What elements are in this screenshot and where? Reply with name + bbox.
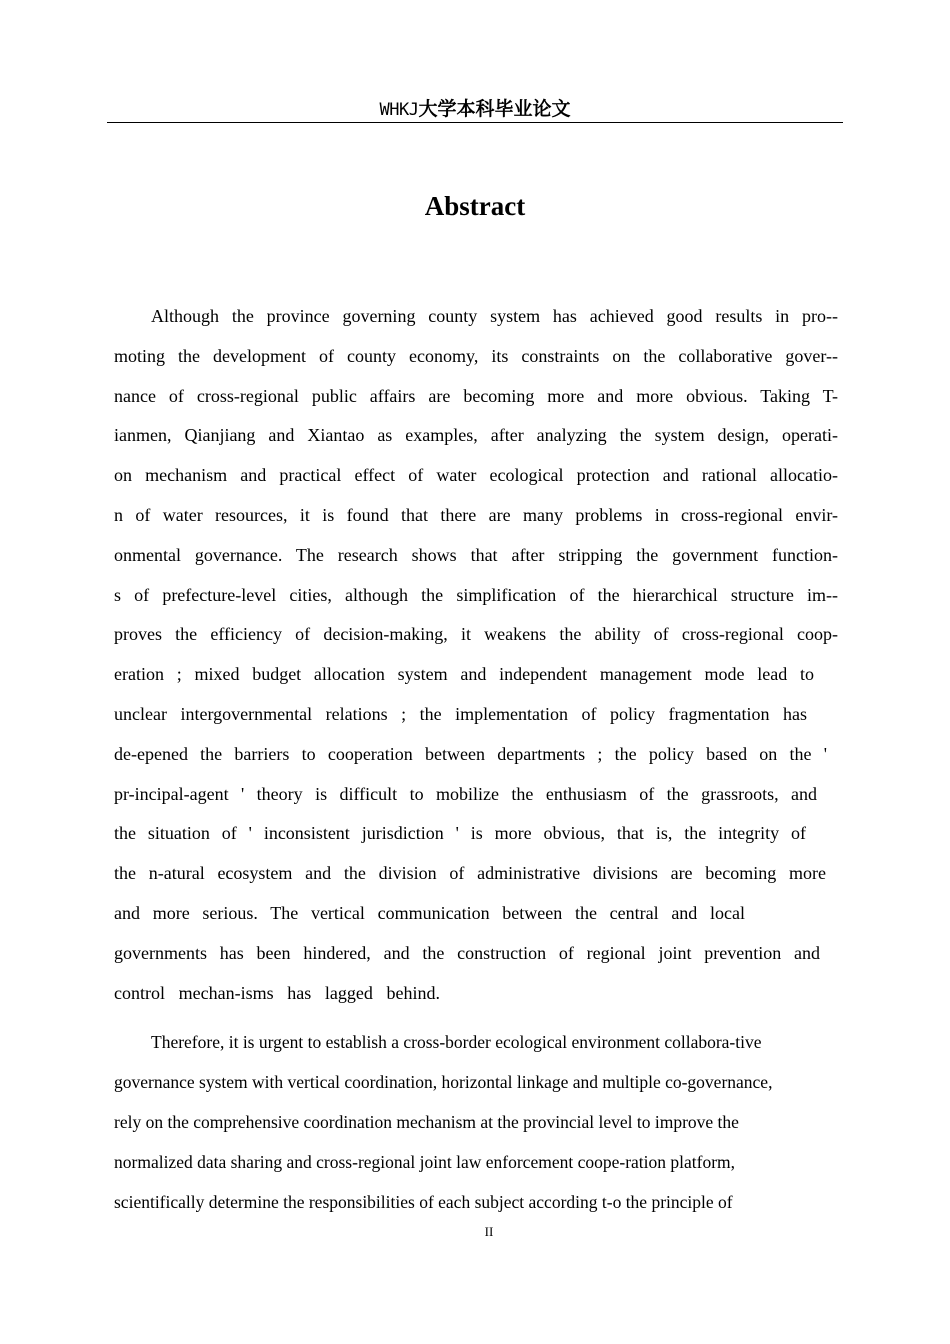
text-line: the situation of ' inconsistent jurisdiction ' is more obvious, that is, the integrity of xyxy=(114,823,806,844)
abstract-body xyxy=(114,297,838,1222)
paragraph-2 xyxy=(114,1023,838,1222)
text-line: normalized data sharing and cross-regional joint law enforcement coope-ration platform, xyxy=(114,1151,736,1172)
text-line: eration ; mixed budget allocation system and independent management mode lead to xyxy=(114,664,814,685)
text-line: scientifically determine the responsibilities of each subject according t-o the principle of xyxy=(114,1191,733,1212)
header-thesis-label: 大学本科毕业论文 xyxy=(418,98,571,120)
page-title: Abstract xyxy=(424,191,526,221)
text-line: on mechanism and practical effect of water ecological protection and rational allocatio- xyxy=(114,465,838,486)
header-university-code: WHKJ xyxy=(379,100,419,120)
text-line: s of prefecture-level cities, although the simplification of the hierarchical structure im-- xyxy=(114,584,838,605)
running-header xyxy=(107,96,843,122)
page-number: II xyxy=(484,1224,494,1239)
paragraph-1 xyxy=(114,297,838,1013)
text-line: nance of cross-regional public affairs are becoming more and more obvious. Taking T- xyxy=(114,385,838,406)
text-line: pr-incipal-agent ' theory is difficult to mobilize the enthusiasm of the grassroots, and xyxy=(114,783,817,804)
text-line: Therefore, it is urgent to establish a cross-border ecological environment collabora-tive xyxy=(151,1032,762,1053)
text-line: governments has been hindered, and the construction of regional joint prevention and xyxy=(114,942,820,963)
text-line: Although the province governing county system has achieved good results in pro-- xyxy=(151,306,838,326)
text-line: proves the efficiency of decision-making, it weakens the ability of cross-regional coop- xyxy=(114,624,838,645)
text-line: rely on the comprehensive coordination mechanism at the provincial level to improve the xyxy=(114,1111,739,1132)
text-line: unclear intergovernmental relations ; the implementation of policy fragmentation has xyxy=(114,703,807,724)
text-line: ianmen, Qianjiang and Xiantao as examples, after analyzing the system design, operati- xyxy=(114,425,838,446)
text-line: control mechan-isms has lagged behind. xyxy=(114,982,440,1003)
paragraph-spacer xyxy=(114,1013,838,1023)
text-line: onmental governance. The research shows that after stripping the government function- xyxy=(114,544,838,565)
text-line: n of water resources, it is found that there are many problems in cross-regional envir- xyxy=(114,504,838,525)
text-line: de-epened the barriers to cooperation between departments ; the policy based on the ' xyxy=(114,743,827,764)
header-rule xyxy=(107,122,843,123)
text-line: and more serious. The vertical communication between the central and local xyxy=(114,902,745,923)
text-line: the n-atural ecosystem and the division of administrative divisions are becoming more xyxy=(114,863,826,884)
text-line: governance system with vertical coordination, horizontal linkage and multiple co-governance, xyxy=(114,1072,773,1093)
text-line: moting the development of county economy, its constraints on the collaborative gover-- xyxy=(114,345,838,366)
